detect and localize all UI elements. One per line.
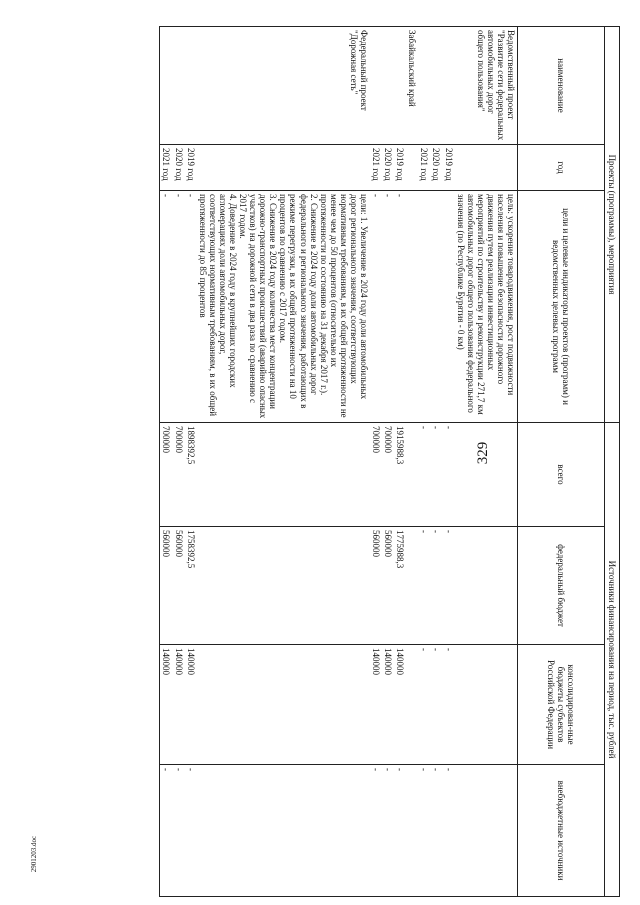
year-cell: 2021 год bbox=[370, 145, 382, 191]
amount-cell-empty bbox=[406, 765, 418, 897]
project-goals bbox=[455, 191, 518, 423]
goal-cell: - bbox=[185, 191, 197, 423]
name-cell-empty bbox=[185, 27, 197, 145]
header-year: год bbox=[518, 145, 605, 191]
year-row bbox=[394, 27, 406, 897]
project-goals bbox=[197, 191, 370, 423]
regional-value: 140000 bbox=[394, 645, 406, 765]
extra-value: - bbox=[370, 765, 382, 897]
year-row bbox=[185, 27, 197, 897]
year-cell: 2020 год bbox=[430, 145, 442, 191]
name-cell-empty bbox=[430, 27, 442, 145]
amount-cell-empty bbox=[455, 527, 518, 645]
project-name: Федеральный проект "Дорожная сеть" bbox=[197, 27, 370, 145]
amount-cell-empty bbox=[197, 645, 370, 765]
year-row bbox=[370, 27, 382, 897]
name-cell-empty bbox=[394, 27, 406, 145]
amount-cell-empty bbox=[455, 645, 518, 765]
federal-value: 560000 bbox=[370, 527, 382, 645]
name-cell-empty bbox=[418, 27, 430, 145]
year-cell: 2021 год bbox=[160, 145, 173, 191]
name-cell-empty bbox=[160, 27, 173, 145]
federal-value: 1775988,3 bbox=[394, 527, 406, 645]
year-cell: 2019 год bbox=[442, 145, 454, 191]
goal-cell: - bbox=[382, 191, 394, 423]
year-row bbox=[173, 27, 185, 897]
year-row bbox=[160, 27, 173, 897]
total-value: 700000 bbox=[160, 423, 173, 527]
total-value: 700000 bbox=[370, 423, 382, 527]
year-cell: 2020 год bbox=[173, 145, 185, 191]
year-cell: 2019 год bbox=[394, 145, 406, 191]
amount-cell-empty bbox=[406, 527, 418, 645]
year-row bbox=[430, 27, 442, 897]
goal-text: цель: ускорение товародвижения, рост подвижности населения и повышение безопасности дорожного движения путем реализации инвестиционных мероприятий по строительству и реконструкции 271,7 км автомобильных дорог общего пользования федерального значения (по Республике Бурятия - 0 км) bbox=[455, 194, 516, 415]
total-value: - bbox=[418, 423, 430, 527]
header-regional: консолидирован-ные бюджеты субъектов Российской Федерации bbox=[518, 645, 605, 765]
header-federal: федеральный бюджет bbox=[518, 527, 605, 645]
regional-value: 140000 bbox=[185, 645, 197, 765]
amount-cell-empty bbox=[197, 765, 370, 897]
year-cell: 2020 год bbox=[382, 145, 394, 191]
project-goals bbox=[406, 191, 418, 423]
extra-value: - bbox=[442, 765, 454, 897]
header-projects-group: Проекты (программы), мероприятия bbox=[605, 27, 620, 423]
extra-value: - bbox=[394, 765, 406, 897]
amount-cell-empty bbox=[197, 423, 370, 527]
header-extra: внебюджетные источники bbox=[518, 765, 605, 897]
goal-text: 3. Снижение в 2024 году количества мест концентрации дорожно-транспортных происшествий (аварийно опасных участков) на дорожной сети в два раза по сравнению с 2017 годом. bbox=[238, 194, 279, 419]
year-row bbox=[382, 27, 394, 897]
name-cell-empty bbox=[442, 27, 454, 145]
goal-cell bbox=[418, 191, 430, 423]
amount-cell-empty bbox=[455, 765, 518, 897]
year-row bbox=[442, 27, 454, 897]
regional-value: 140000 bbox=[370, 645, 382, 765]
regional-value: 140000 bbox=[160, 645, 173, 765]
header-total: всего bbox=[518, 423, 605, 527]
project-title-row bbox=[197, 27, 370, 897]
table-body bbox=[160, 27, 518, 897]
page-number: 329 bbox=[475, 441, 491, 465]
financing-table bbox=[159, 26, 620, 897]
extra-value: - bbox=[382, 765, 394, 897]
amount-cell-empty bbox=[455, 423, 518, 527]
extra-value: - bbox=[185, 765, 197, 897]
project-name: Забайкальский край bbox=[406, 27, 418, 145]
header-sources-group: Источники финансирования на период, тыс. рублей bbox=[605, 423, 620, 897]
year-row bbox=[418, 27, 430, 897]
federal-value: 560000 bbox=[160, 527, 173, 645]
amount-cell-empty bbox=[406, 645, 418, 765]
year-cell-empty bbox=[455, 145, 518, 191]
financing-table-sheet bbox=[130, 26, 620, 896]
header-name: наименование bbox=[518, 27, 605, 145]
file-name-footer: 2901203.doc bbox=[30, 835, 38, 873]
extra-value: - bbox=[173, 765, 185, 897]
year-cell-empty bbox=[197, 145, 370, 191]
federal-value: - bbox=[430, 527, 442, 645]
total-value: 700000 bbox=[173, 423, 185, 527]
federal-value: 1758392,5 bbox=[185, 527, 197, 645]
year-cell: 2021 год bbox=[418, 145, 430, 191]
goal-text: цели: 1. Увеличение в 2024 году доли автомобильных дорог регионального значения, соответствующих нормативным требованиям, в их общей протяженности не менее чем до 50 процентов (относительно их протяженности по состоянию на 31 декабря 2017 г.). bbox=[318, 194, 369, 418]
regional-value: - bbox=[418, 645, 430, 765]
goal-cell bbox=[442, 191, 454, 423]
goal-cell: - bbox=[173, 191, 185, 423]
regional-value: - bbox=[430, 645, 442, 765]
project-title-row bbox=[455, 27, 518, 897]
year-cell: 2019 год bbox=[185, 145, 197, 191]
goal-text: 2. Снижение в 2024 году доли автомобильных дорог федерального и регионального значения, работающих в режиме перегрузки, в их общей протяженности на 10 процентов по сравнению с 2017 годом. bbox=[278, 194, 319, 409]
goal-text: 4. Доведение в 2024 году в крупнейших городских агломерациях доли автомобильных дорог, соответствующих нормативным требованиям, в их общей протяженности до 85 процентов bbox=[197, 194, 238, 417]
federal-value: - bbox=[418, 527, 430, 645]
total-value: - bbox=[430, 423, 442, 527]
header-goals: цели и целевые индикаторы проектов (программ) и ведомственных целевых программ bbox=[518, 191, 605, 423]
regional-value: 140000 bbox=[173, 645, 185, 765]
total-value: - bbox=[442, 423, 454, 527]
name-cell-empty bbox=[370, 27, 382, 145]
project-title-row bbox=[406, 27, 418, 897]
federal-value: 560000 bbox=[382, 527, 394, 645]
regional-value: 140000 bbox=[382, 645, 394, 765]
extra-value: - bbox=[160, 765, 173, 897]
total-value: 1898392,5 bbox=[185, 423, 197, 527]
regional-value: - bbox=[442, 645, 454, 765]
goal-cell: - bbox=[160, 191, 173, 423]
name-cell-empty bbox=[382, 27, 394, 145]
amount-cell-empty bbox=[197, 527, 370, 645]
goal-cell: - bbox=[394, 191, 406, 423]
federal-value: - bbox=[442, 527, 454, 645]
goal-cell: - bbox=[370, 191, 382, 423]
total-value: 1915988,3 bbox=[394, 423, 406, 527]
project-name: Ведомственный проект "Развитие сети федеральных автомобильных дорог общего пользования" bbox=[455, 27, 518, 145]
total-value: 700000 bbox=[382, 423, 394, 527]
goal-cell bbox=[430, 191, 442, 423]
year-cell-empty bbox=[406, 145, 418, 191]
amount-cell-empty bbox=[406, 423, 418, 527]
federal-value: 560000 bbox=[173, 527, 185, 645]
extra-value: - bbox=[430, 765, 442, 897]
extra-value: - bbox=[418, 765, 430, 897]
name-cell-empty bbox=[173, 27, 185, 145]
